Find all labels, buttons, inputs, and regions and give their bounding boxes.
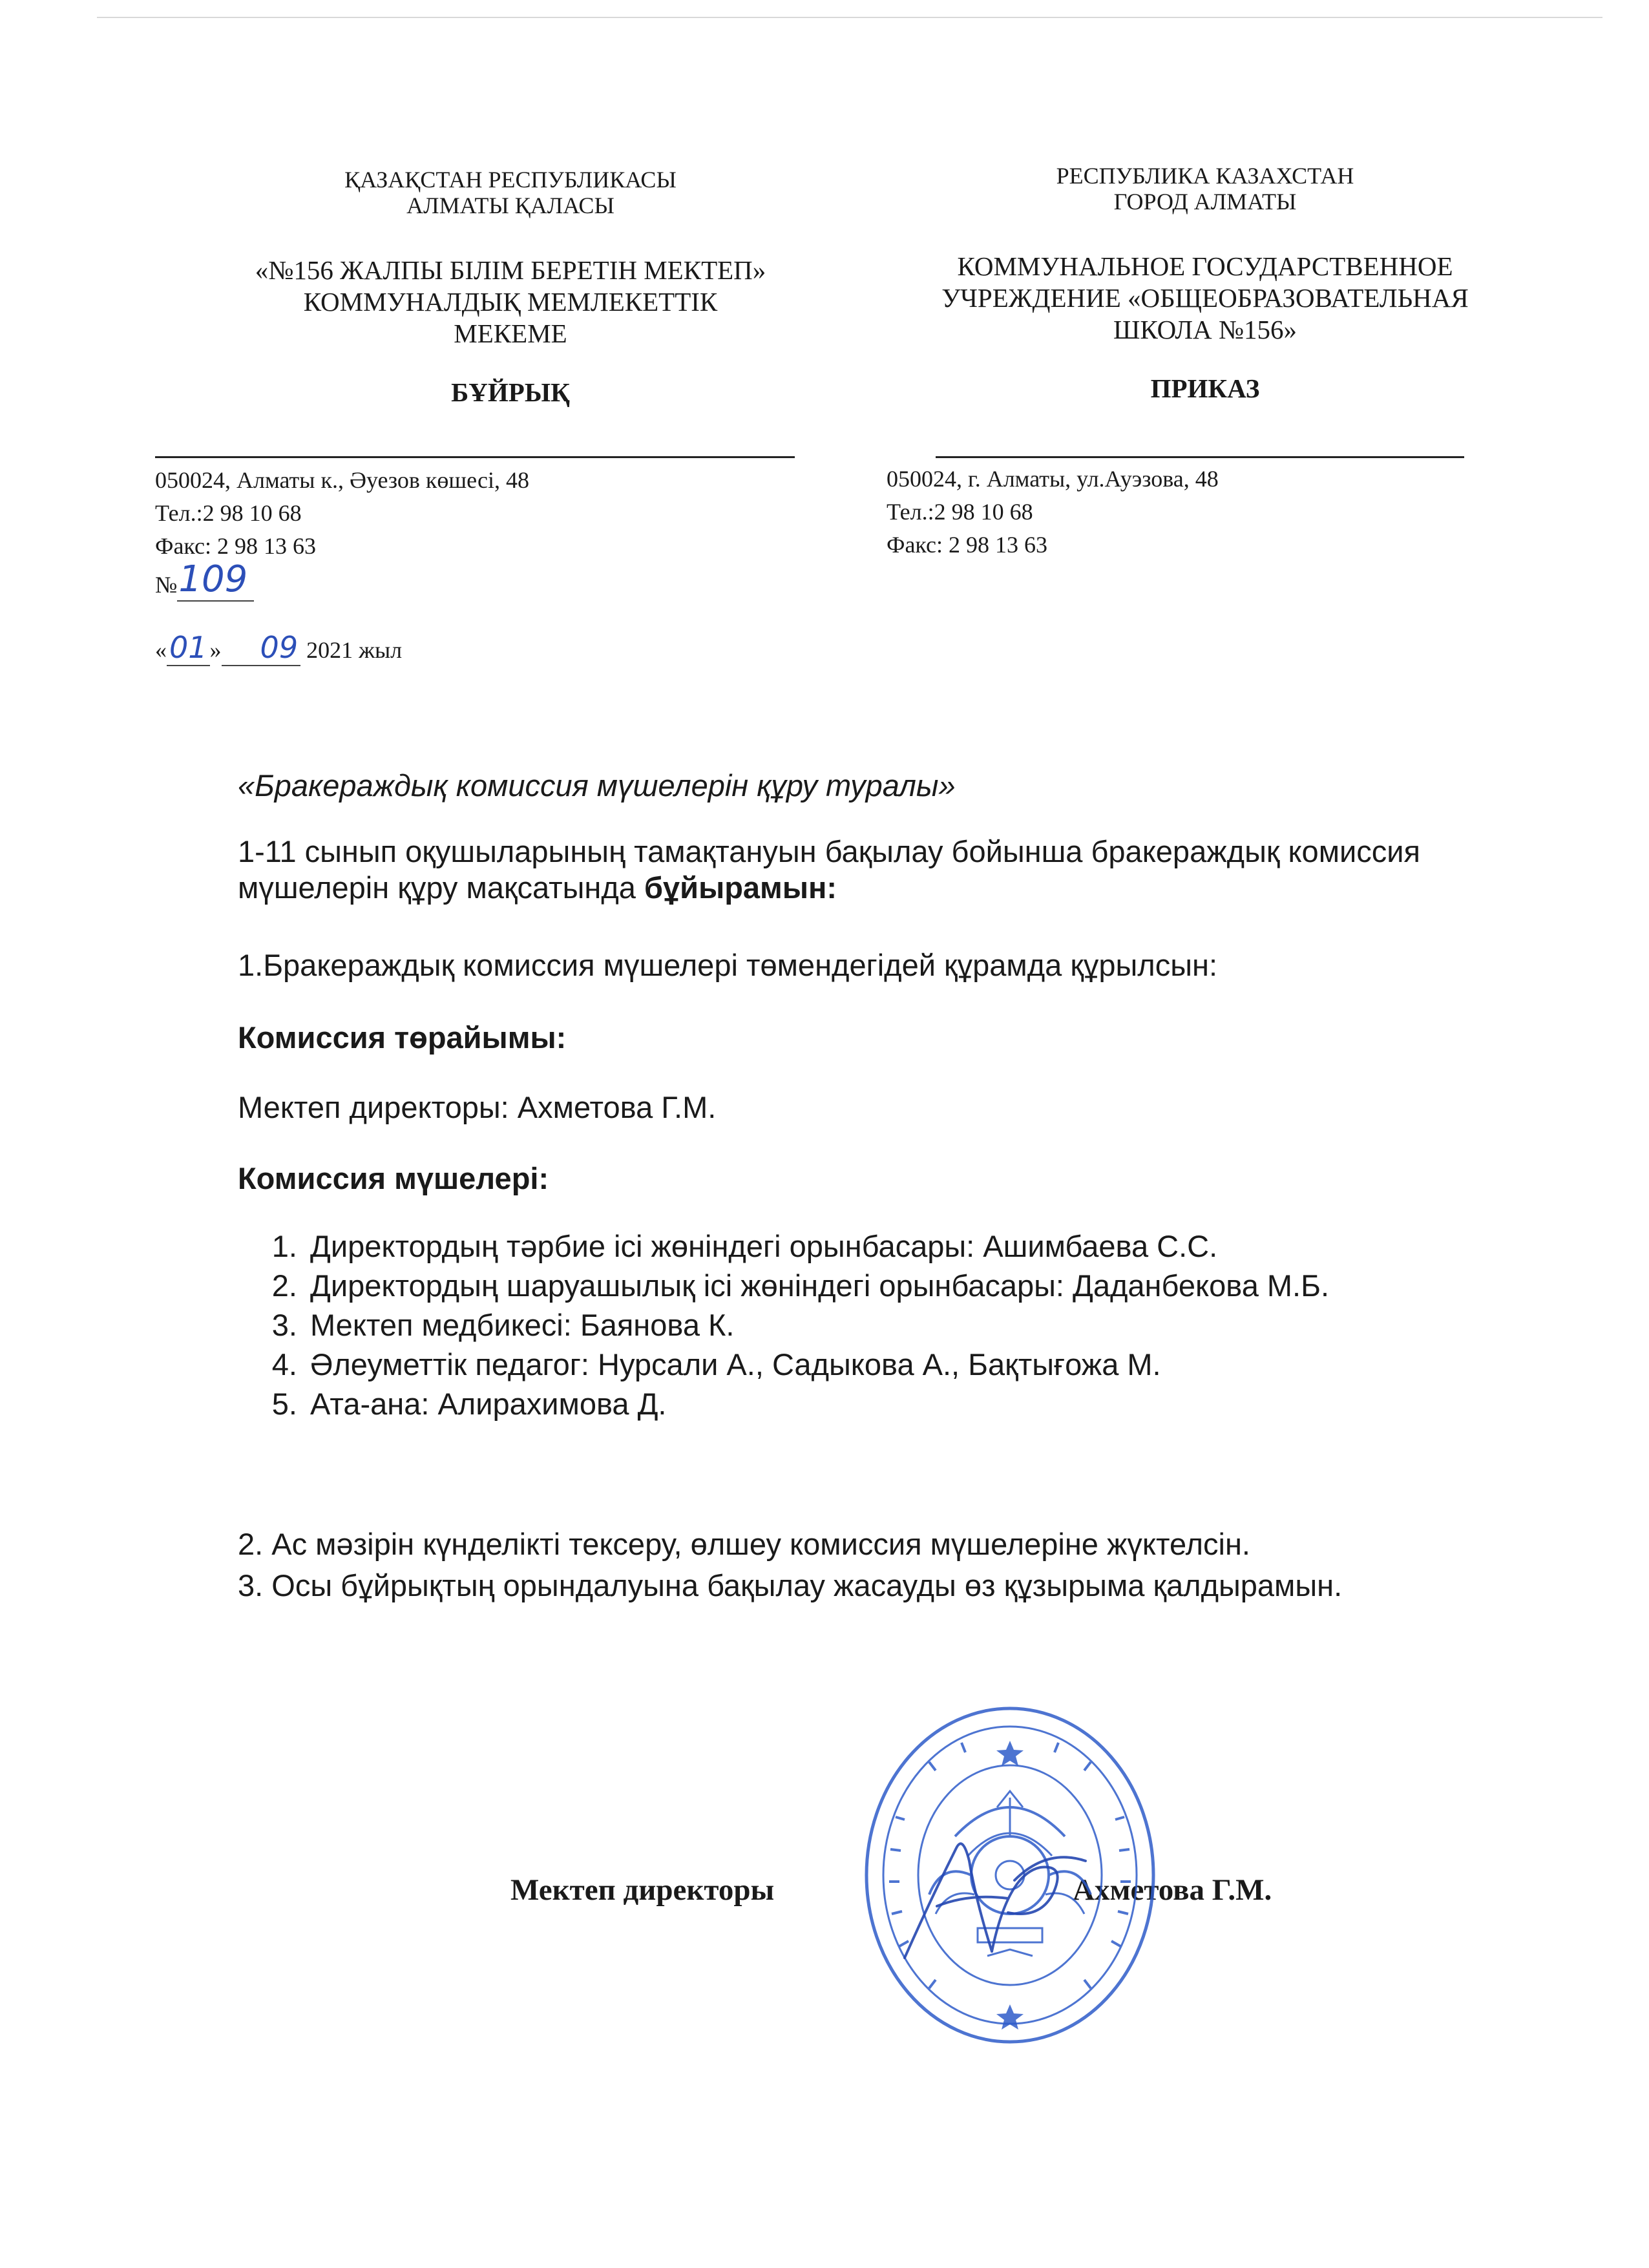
intro-text: 1-11 сынып оқушыларының тамақтануын бақылау бойынша бракераждық комиссия мүшелерін құру мақсатында: [238, 834, 1420, 905]
header-org-ru-line2: УЧРЕЖДЕНИЕ «ОБЩЕОБРАЗОВАТЕЛЬНАЯ: [941, 283, 1469, 313]
header-divider-left: [155, 456, 795, 458]
fax-ru: Факс: 2 98 13 63: [887, 532, 1047, 558]
list-item: [238, 1345, 1329, 1384]
scan-edge-line: [97, 17, 1602, 18]
list-item-text: Мектеп медбикесі: Баянова К.: [310, 1308, 735, 1342]
signatory-position: Мектеп директоры: [510, 1873, 775, 1907]
order-number: [155, 560, 254, 602]
intro-command: бұйырамын:: [644, 870, 837, 905]
list-item-number: 3.: [271, 1308, 297, 1342]
list-item-text: Әлеуметтік педагог: Нурсали А., Садыкова А., Бақтығожа М.: [310, 1347, 1161, 1381]
chair-value: Мектеп директоры: Ахметова Г.М.: [238, 1090, 717, 1124]
list-item: [238, 1305, 1329, 1345]
chair-label: Комиссия төрайымы:: [238, 1020, 567, 1055]
header-country-kz: ҚАЗАҚСТАН РЕСПУБЛИКАСЫ: [344, 167, 677, 193]
list-item-text: Директордың шаруашылық ісі жөніндегі орынбасары: Даданбекова М.Б.: [310, 1268, 1330, 1303]
members-label: Комиссия мүшелері:: [238, 1161, 549, 1195]
signatory-name: Ахметова Г.М.: [1073, 1873, 1272, 1907]
header-divider-right: [936, 456, 1464, 458]
intro-paragraph: [238, 834, 1498, 906]
phone-kz: Тел.:2 98 10 68: [155, 500, 302, 526]
list-item-number: 1.: [271, 1229, 297, 1263]
header-org-ru-line3: ШКОЛА №156»: [1113, 315, 1297, 344]
header-russian: [866, 163, 1544, 403]
phone-ru: Тел.:2 98 10 68: [887, 499, 1033, 525]
address-ru: 050024, г. Алматы, ул.Ауэзова, 48: [887, 466, 1219, 492]
date-close-quote: »: [209, 637, 222, 663]
members-list: [238, 1226, 1329, 1423]
header-org-kz-line3: МЕКЕМЕ: [454, 319, 567, 348]
header-city-kz: АЛМАТЫ ҚАЛАСЫ: [406, 193, 614, 218]
list-item-number: 4.: [271, 1347, 297, 1381]
list-item: [238, 1266, 1329, 1305]
fax-kz: Факс: 2 98 13 63: [155, 533, 316, 559]
list-item-number: 5.: [271, 1387, 297, 1421]
doc-kind-ru: ПРИКАЗ: [1150, 373, 1260, 403]
order-number-handwritten: 109: [177, 558, 254, 602]
date-day-handwritten: 01: [167, 630, 210, 666]
contacts-kazakh: [155, 464, 529, 563]
list-item: [238, 1384, 1329, 1423]
clause-1: 1.Бракераждық комиссия мүшелері төмендегідей құрамда құрылсын:: [238, 948, 1218, 982]
order-date: [155, 630, 402, 665]
contacts-russian: [887, 463, 1219, 562]
list-item-number: 2.: [271, 1268, 297, 1303]
clause-2: 2. Ас мәзірін күнделікті тексеру, өлшеу комиссия мүшелеріне жүктелсін.: [238, 1527, 1250, 1561]
header-org-kz: [155, 255, 866, 350]
doc-kind-kz: БҰЙРЫҚ: [451, 377, 570, 407]
list-item-text: Директордың тәрбие ісі жөніндегі орынбасары: Ашимбаева С.С.: [310, 1229, 1218, 1263]
date-month-handwritten: 09: [222, 630, 301, 666]
list-item: [238, 1226, 1329, 1266]
header-kazakh: [155, 167, 866, 406]
header-country-ru: РЕСПУБЛИКА КАЗАХСТАН: [1056, 163, 1354, 189]
header-city-ru: ГОРОД АЛМАТЫ: [1113, 189, 1297, 215]
date-open-quote: «: [155, 637, 167, 663]
handwritten-signature-icon: [879, 1822, 1111, 1971]
header-org-kz-line2: КОММУНАЛДЫҚ МЕМЛЕКЕТТІК: [303, 287, 718, 317]
document-title: «Бракераждық комиссия мүшелерін құру туралы»: [238, 768, 956, 803]
address-kz: 050024, Алматы к., Әуезов көшесі, 48: [155, 467, 529, 493]
list-item-text: Ата-ана: Алирахимова Д.: [310, 1387, 667, 1421]
clause-3: 3. Осы бұйрықтың орындалуына бақылау жасауды өз құзырыма қалдырамын.: [238, 1568, 1343, 1602]
header-org-kz-line1: «№156 ЖАЛПЫ БІЛІМ БЕРЕТІН МЕКТЕП»: [255, 255, 766, 285]
header-org-ru-line1: КОММУНАЛЬНОЕ ГОСУДАРСТВЕННОЕ: [957, 251, 1453, 281]
order-number-prefix: №: [155, 572, 178, 598]
header-org-ru: [866, 251, 1544, 346]
date-year: 2021 жыл: [306, 637, 403, 663]
